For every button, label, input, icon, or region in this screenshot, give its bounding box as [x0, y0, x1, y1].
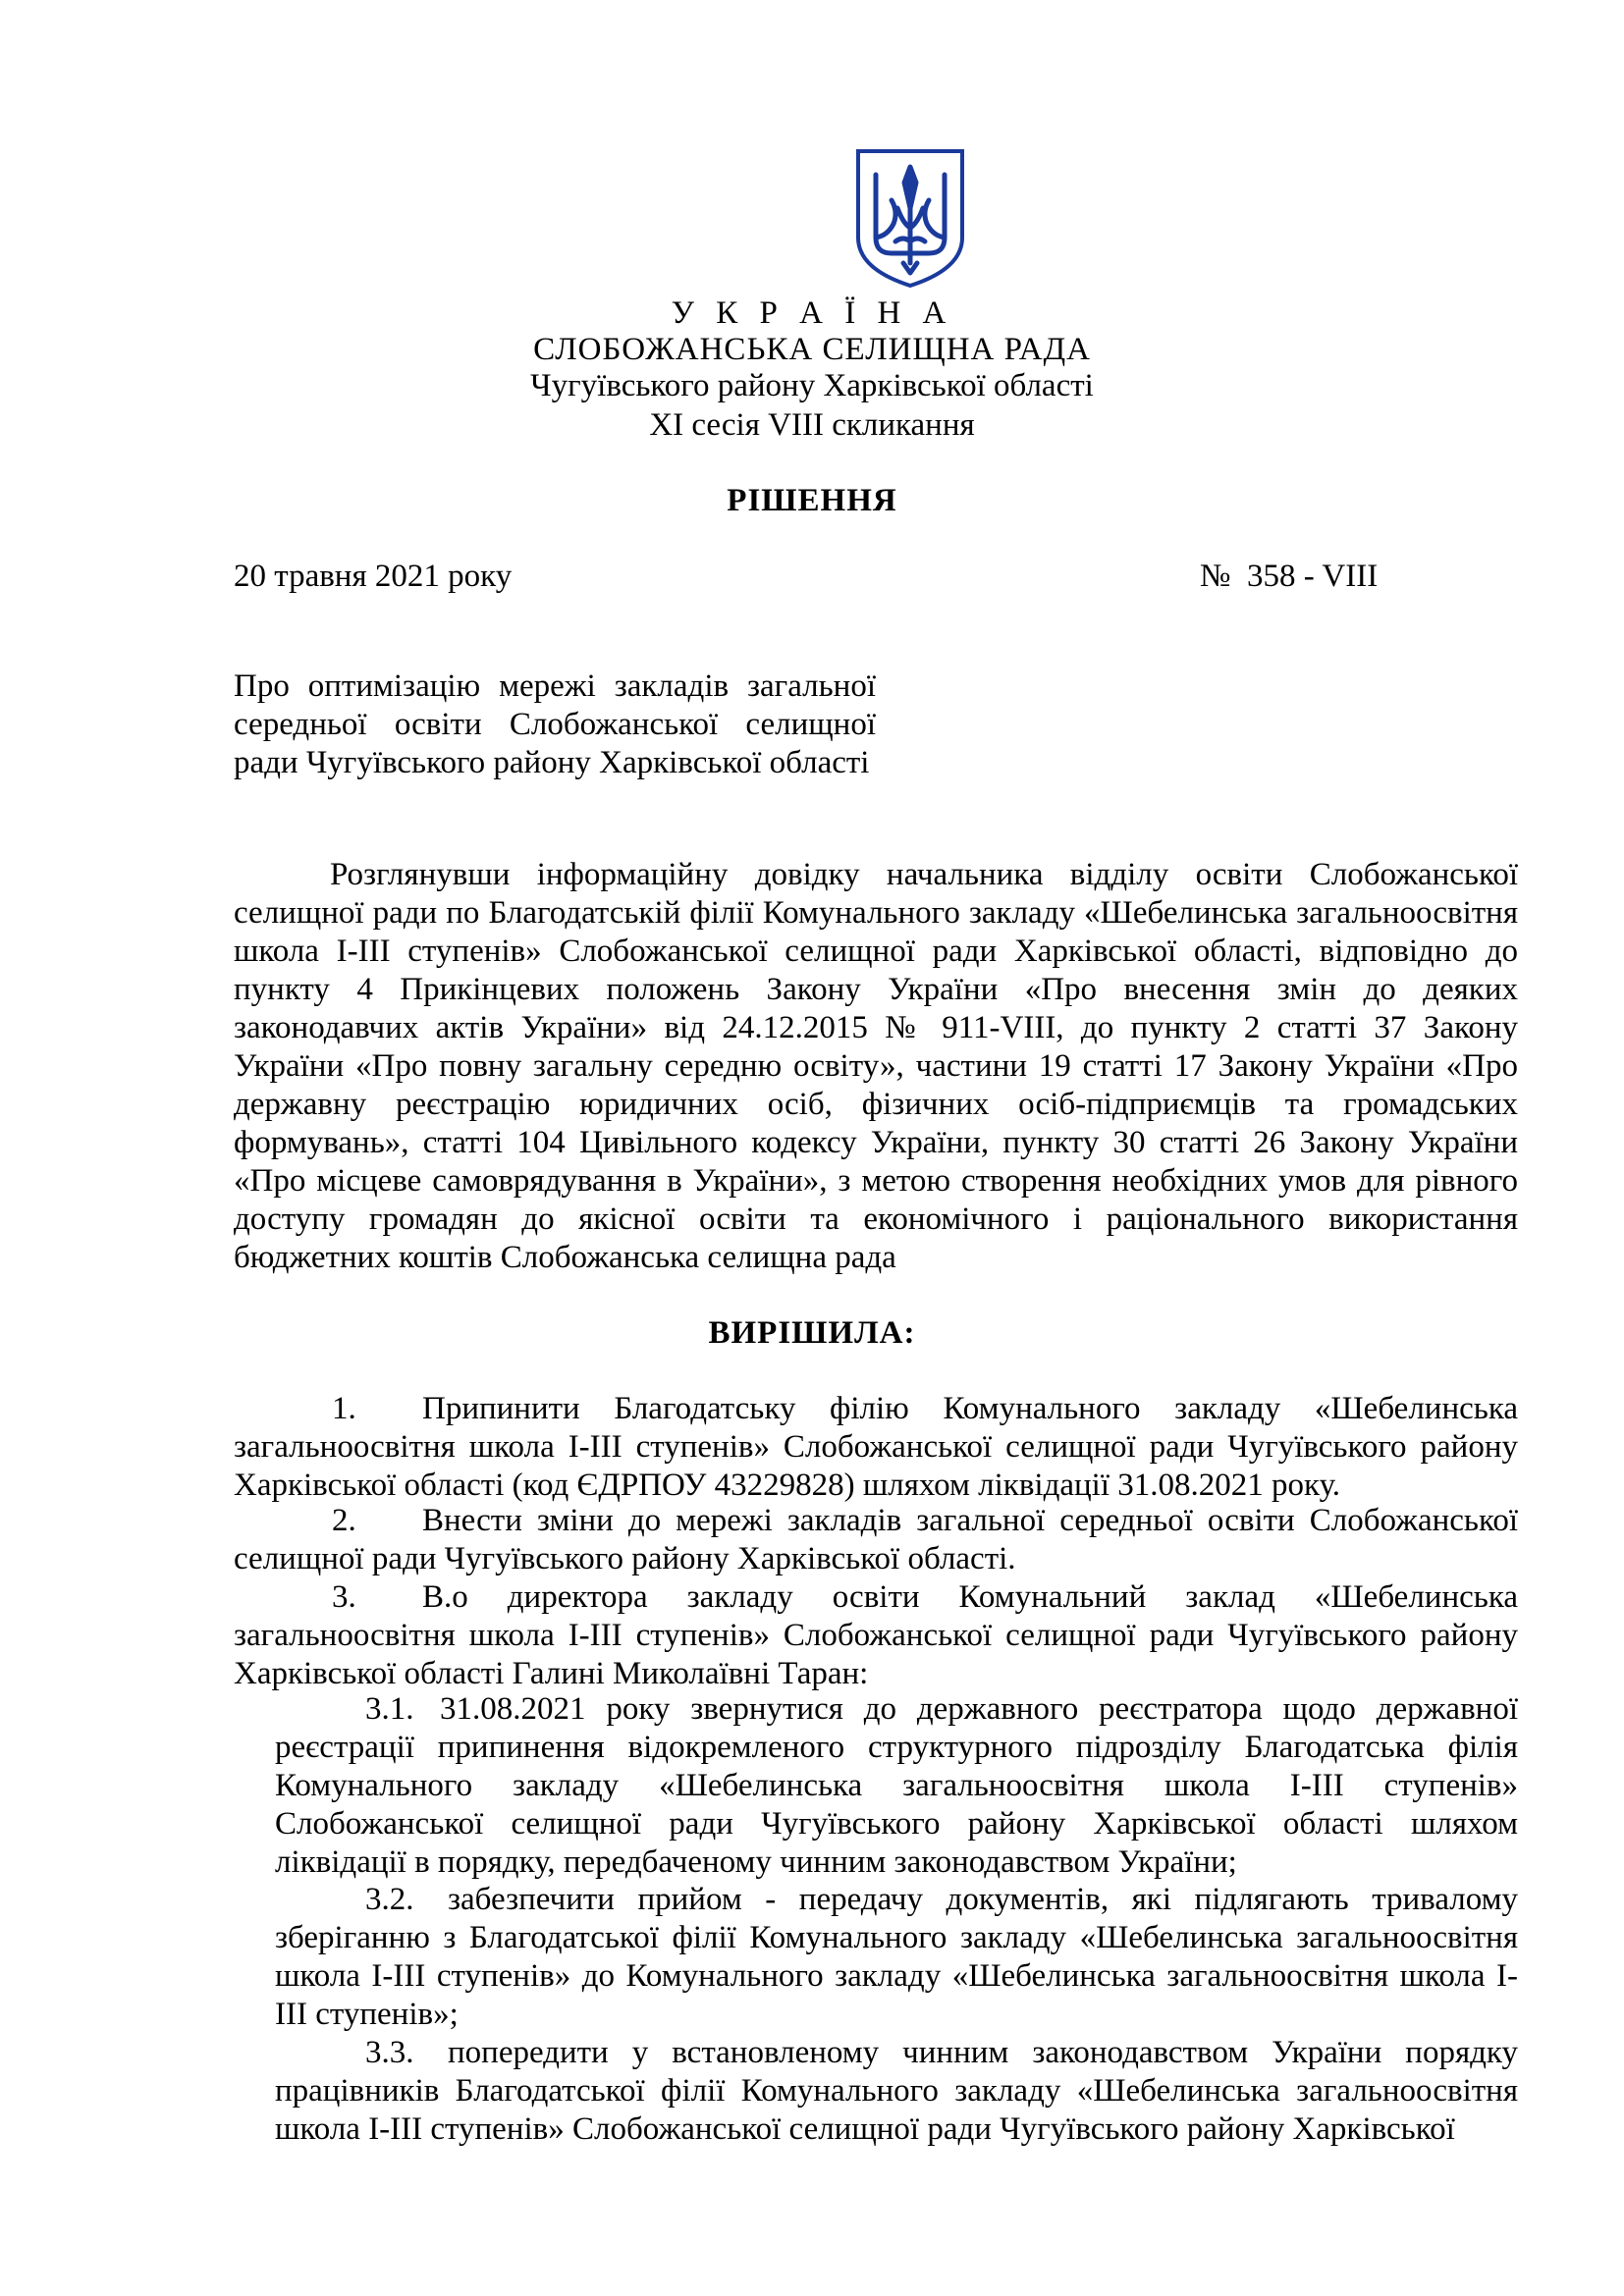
decision-date: 20 травня 2021 року [234, 559, 513, 594]
district-name: Чугуївського району Харківської області [530, 368, 1094, 403]
item-number: 3. [332, 1579, 356, 1615]
subitem-number: 3.1. [365, 1691, 414, 1727]
subitem-number: 3.2. [365, 1882, 414, 1917]
item-text: В.о директора закладу освіти Комунальний заклад «Шебелинська загальноосвітня школа І-ІІІ ступенів» Слобожанської селищної ради Чугуївського району Харківської області Галині Миколаївні Таран: [234, 1579, 1518, 1691]
subitem-text: 31.08.2021 року звернутися до державного реєстратора щодо державної реєстрації припинення відокремленого структурного підрозділу Благодатська філія Комунального закладу «Шебелинська загальноосвітня школа І-ІІІ ступенів» Слобожанської селищної ради Чугуївського району Харківської області шляхом ліквідації в порядку, передбаченому чинним законодавством України; [275, 1691, 1518, 1880]
resolution-subitem [275, 2034, 1518, 2149]
item-text: Внести зміни до мережі закладів загальної середньої освіти Слобожанської селищної ради Чугуївського району Харківської області. [234, 1503, 1518, 1576]
resolution-item [234, 1390, 1518, 1505]
subitem-number: 3.3. [365, 2035, 414, 2070]
resolved-heading: ВИРІШИЛА: [708, 1315, 916, 1351]
document-type: РІШЕННЯ [727, 483, 897, 518]
item-number: 2. [332, 1503, 356, 1538]
item-text: Припинити Благодатську філію Комунального закладу «Шебелинська загальноосвітня школа І-ІІІ ступенів» Слобожанської селищної ради Чугуївського району Харківської області (код ЄДРПОУ 43229828) шляхом ліквідації 31.08.2021 року. [234, 1391, 1518, 1503]
trident-coat-of-arms-icon [852, 147, 968, 290]
decision-number: № 358 - VIII [1200, 559, 1379, 594]
country-name: У К Р А Ї Н А [671, 295, 953, 331]
council-name: СЛОБОЖАНСЬКА СЕЛИЩНА РАДА [533, 332, 1091, 367]
preamble-paragraph: Розглянувши інформаційну довідку начальника відділу освіти Слобожанської селищної ради по Благодатській філії Комунального закладу «Шебелинська загальноосвітня школа І-ІІІ ступенів» Слобожанської селищної ради Харківської області, відповідно до пункту 4 Прикінцевих положень Закону України «Про внесення змін до деяких законодавчих актів України» від 24.12.2015 № 911-VIII, до пункту 2 статті 37 Закону України «Про повну загальну середню освіту», частини 19 статті 17 Закону України «Про державну реєстрацію юридичних осіб, фізичних осіб-підприємців та громадських формувань», статті 104 Цивільного кодексу України, пункту 30 статті 26 Закону України «Про місцеве самоврядування в України», з метою створення необхідних умов для рівного доступу громадян до якісної освіти та економічного і раціонального використання бюджетних коштів Слобожанська селищна рада [234, 857, 1518, 1275]
session-info: XI сесія VIII скликання [649, 407, 975, 443]
resolution-item [234, 1578, 1518, 1693]
decision-subject: Про оптимізацію мережі закладів загальної середньої освіти Слобожанської селищної ради Чугуївського району Харківської області [234, 668, 876, 780]
resolution-item [234, 1502, 1518, 1578]
subitem-text: забезпечити прийом - передачу документів, які підлягають тривалому зберіганню з Благодатської філії Комунального закладу «Шебелинська загальноосвітня школа І-ІІІ ступенів» до Комунального закладу «Шебелинська загальноосвітня школа І-ІІІ ступенів»; [275, 1882, 1518, 2032]
resolution-subitem [275, 1690, 1518, 1882]
item-number: 1. [332, 1391, 356, 1426]
subitem-text: попередити у встановленому чинним законодавством України порядку працівників Благодатської філії Комунального закладу «Шебелинська загальноосвітня школа І-ІІІ ступенів» Слобожанської селищної ради Чугуївського району Харківської [275, 2035, 1518, 2147]
resolution-subitem [275, 1881, 1518, 2034]
